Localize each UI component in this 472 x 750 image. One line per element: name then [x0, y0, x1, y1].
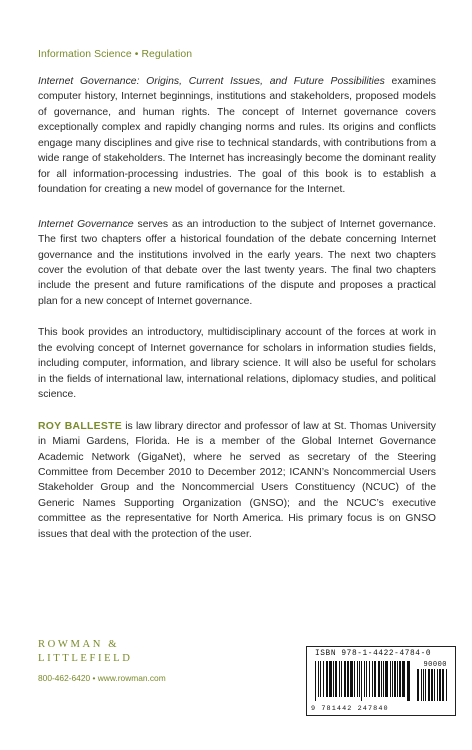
contact-separator: • [90, 673, 98, 683]
paragraph-1-text: examines computer history, Internet beginnings, institutions and stakeholders, proposed models of governance, and human rights. The concept of Internet governance covers exceptionally complex and rapidly changing norms and rules. Its origins and conflicts engage many disciplines and give rise to technical standards, with contributions from a wide range of stakeholders. The Internet has increasingly become the dominant reality for all information-processing industries. The goal of this book is to establish a foundation for creating a new model of governance for the Internet. [38, 76, 437, 196]
barcode-icon [313, 661, 451, 705]
paragraph-2 [38, 217, 436, 310]
price-code: 90000 [423, 661, 447, 669]
barcode-digits: 9 781442 247840 [311, 705, 389, 713]
publisher-phone: 800-462-6420 [38, 673, 91, 683]
description-body [38, 74, 436, 558]
paragraph-3: This book provides an introductory, multidisciplinary account of the forces at work in the evolving concept of Internet governance for scholars in information studies fields, including computer, information, and library science. It will also be useful for scholars in the fields of international law, international relations, diplomacy studies, and political science. [38, 327, 436, 401]
isbn-text: ISBN 978-1-4422-4784-0 [315, 650, 432, 658]
paragraph-2-text: serves as an introduction to the subject of Internet governance. The first two chapters offer a historical foundation of the debate concerning Internet governance and the institutions involved in the early years. The next two chapters cover the evolution of that debate over the last twenty years. The final two chapters include the present and future ramifications of the dispute and proposes a practical plan for a new concept of Internet governance. [38, 218, 436, 307]
author-name: ROY BALLESTE [38, 420, 122, 432]
author-bio [38, 419, 436, 543]
publisher-website: www.rowman.com [97, 673, 166, 683]
category-label: Information Science • Regulation [38, 49, 193, 60]
barcode-box [306, 646, 456, 716]
publisher-logo-line-2: LITTLEFIELD [38, 652, 133, 664]
publisher-logo-line-1: ROWMAN & [38, 639, 120, 650]
short-title-italic: Internet Governance [38, 218, 134, 230]
publisher-logo [38, 638, 198, 665]
author-bio-text: is law library director and professor of law at St. Thomas University in Miami Gardens, Florida. He is a member of the Global Internet Governance Academic Network (GigaNet), where he served as secretary of the Steering Committee from December 2010 to December 2012; ICANN’s Noncommercial Users Stakeholder Group and the Noncommercial Users Constituency (NCUC) of the Generic Names Supporting Organization (GNSO); and the NCUC’s executive committee as the representative for North America. His primary focus is on GNSO issues that deal with the protection of the user. [38, 420, 436, 540]
publisher-contact [38, 673, 166, 683]
book-title-italic: Internet Governance: Origins, Current Issues, and Future Possibilities [38, 76, 385, 87]
paragraph-1 [38, 74, 436, 198]
